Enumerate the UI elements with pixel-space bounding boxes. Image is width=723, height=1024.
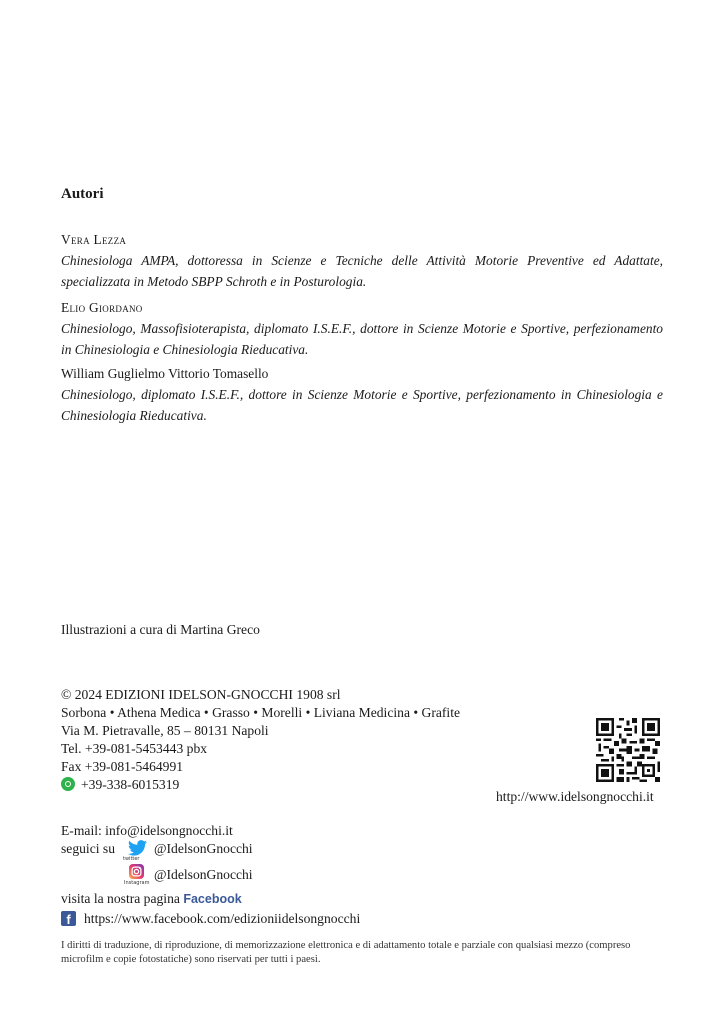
- facebook-wordmark[interactable]: Facebook: [183, 892, 242, 906]
- facebook-line: [61, 890, 242, 908]
- twitter-caption: twitter: [123, 856, 140, 862]
- author-name: William Guglielmo Vittorio Tomasello: [61, 366, 269, 381]
- facebook-url[interactable]: https://www.facebook.com/edizioniidelsongnocchi: [84, 911, 361, 926]
- whatsapp-line: [61, 776, 179, 794]
- publisher-address: Via M. Pietravalle, 85 – 80131 Napoli: [61, 723, 269, 738]
- author-description: Chinesiologa AMPA, dottoressa in Scienze e Tecniche delle Attività Motorie Preventive ed Adattate, specializzata in Metodo SBPP Schroth e in Posturologia.: [61, 253, 663, 289]
- page-heading: Autori: [61, 186, 104, 202]
- qr-code-icon: [596, 718, 660, 782]
- author-entry: [61, 363, 663, 426]
- email-line[interactable]: E-mail: info@idelsongnocchi.it: [61, 823, 233, 838]
- facebook-url-line: [61, 910, 360, 928]
- whatsapp-icon: [61, 777, 75, 791]
- publisher-fax: Fax +39-081-5464991: [61, 759, 184, 774]
- author-name: Vera Lezza: [61, 232, 127, 247]
- twitter-icon[interactable]: [128, 840, 147, 856]
- website-url[interactable]: http://www.idelsongnocchi.it: [496, 789, 654, 804]
- copyright-line: © 2024 EDIZIONI IDELSON-GNOCCHI 1908 srl: [61, 687, 341, 702]
- instagram-icon[interactable]: [129, 864, 144, 879]
- facebook-icon[interactable]: f: [61, 911, 76, 926]
- author-entry: [61, 229, 663, 292]
- rights-notice: I diritti di traduzione, di riproduzione, di memorizzazione elettronica e di adattamento totale e parziale con qualsiasi mezzo (compreso microfilm e copie fotostatiche) sono riservati per tutti i paesi.: [61, 940, 631, 965]
- author-entry: [61, 297, 663, 360]
- instagram-caption: Instagram: [124, 880, 150, 886]
- illustrations-credit: Illustrazioni a cura di Martina Greco: [61, 622, 260, 637]
- instagram-handle[interactable]: @IdelsonGnocchi: [154, 867, 253, 882]
- facebook-intro: visita la nostra pagina: [61, 891, 180, 906]
- publisher-brands: Sorbona • Athena Medica • Grasso • Morelli • Liviana Medicina • Grafite: [61, 705, 461, 720]
- follow-label: seguici su: [61, 841, 115, 856]
- publisher-phone: Tel. +39-081-5453443 pbx: [61, 741, 208, 756]
- author-description: Chinesiologo, diplomato I.S.E.F., dottore in Scienze Motorie e Sportive, perfezionamento in Chinesiologia e Chinesiologia Rieducativa.: [61, 387, 663, 423]
- author-name: Elio Giordano: [61, 300, 143, 315]
- author-description: Chinesiologo, Massofisioterapista, diplomato I.S.E.F., dottore in Scienze Motorie e Sportive, perfezionamento in Chinesiologia e Chinesiologia Rieducativa.: [61, 321, 663, 357]
- twitter-handle[interactable]: @IdelsonGnocchi: [154, 841, 253, 856]
- whatsapp-number: +39-338-6015319: [81, 777, 180, 792]
